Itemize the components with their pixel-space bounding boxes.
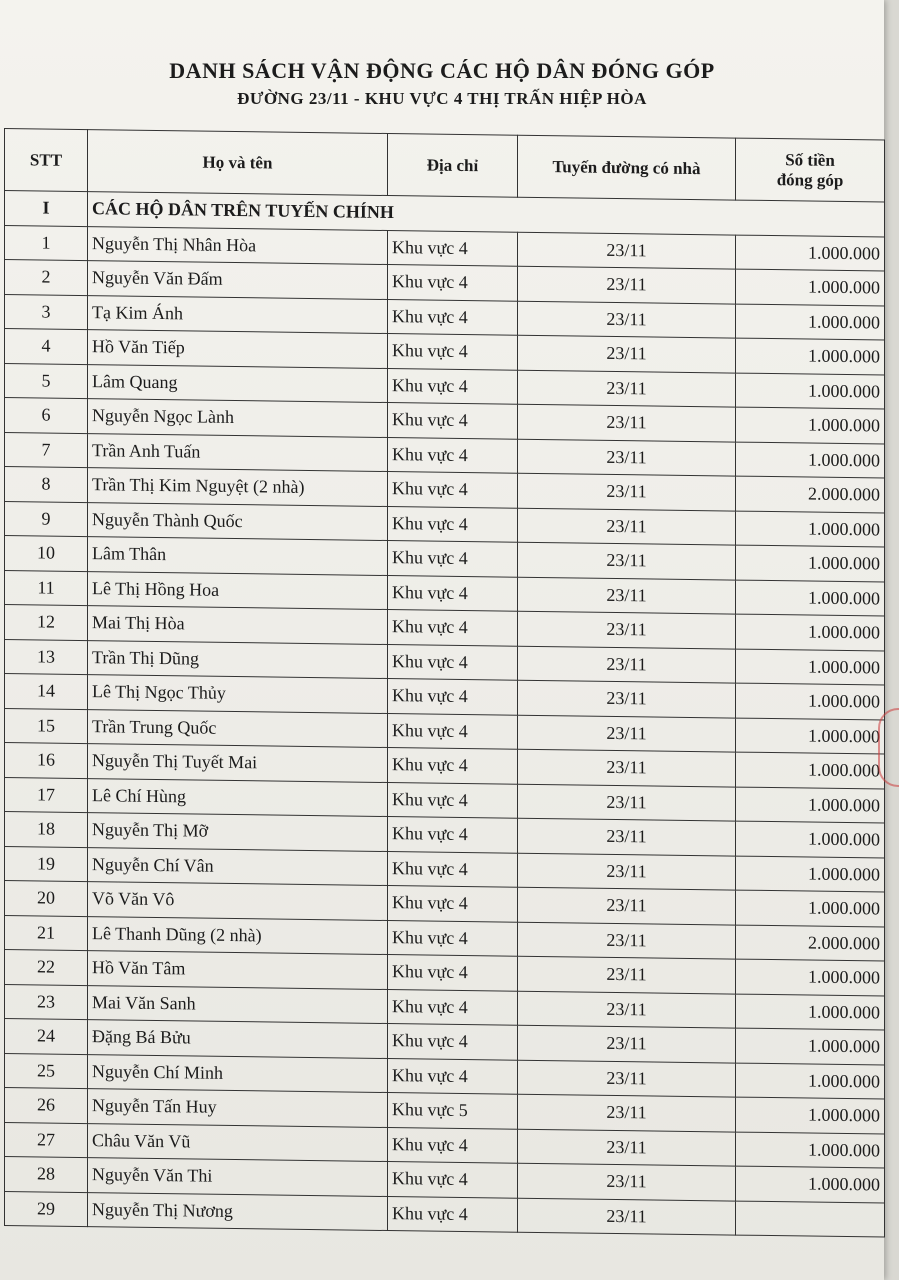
row-name: Lâm Quang	[88, 364, 388, 402]
table-header-row	[5, 129, 885, 203]
row-name: Nguyễn Thị Tuyết Mai	[88, 744, 388, 782]
row-route: 23/11	[518, 266, 736, 303]
row-amount: 1.000.000	[736, 683, 885, 719]
row-amount: 1.000.000	[736, 235, 885, 271]
row-name: Lê Thị Hồng Hoa	[88, 571, 388, 609]
row-route: 23/11	[518, 508, 736, 545]
row-name: Châu Văn Vũ	[88, 1123, 388, 1161]
row-route: 23/11	[518, 715, 736, 752]
row-amount: 1.000.000	[736, 442, 885, 478]
row-address: Khu vực 4	[388, 230, 518, 266]
row-route: 23/11	[518, 784, 736, 821]
row-stt: 22	[5, 950, 88, 986]
row-stt: 16	[5, 743, 88, 779]
row-amount: 1.000.000	[736, 1028, 885, 1064]
row-address: Khu vực 4	[388, 679, 518, 715]
row-stt: 20	[5, 881, 88, 917]
row-amount: 1.000.000	[736, 890, 885, 926]
row-route: 23/11	[518, 991, 736, 1028]
row-stt: 11	[5, 570, 88, 606]
row-address: Khu vực 4	[388, 265, 518, 301]
row-address: Khu vực 4	[388, 1127, 518, 1163]
row-address: Khu vực 4	[388, 920, 518, 956]
section-title: CÁC HỘ DÂN TRÊN TUYẾN CHÍNH	[88, 192, 885, 237]
row-route: 23/11	[518, 749, 736, 786]
row-stt: 7	[5, 432, 88, 468]
row-stt: 13	[5, 639, 88, 675]
row-route: 23/11	[518, 1198, 736, 1235]
row-name: Trần Thị Kim Nguyệt (2 nhà)	[88, 468, 388, 506]
row-name: Nguyễn Chí Minh	[88, 1054, 388, 1092]
row-address: Khu vực 4	[388, 299, 518, 335]
row-name: Nguyễn Ngọc Lành	[88, 399, 388, 437]
row-route: 23/11	[518, 404, 736, 441]
row-amount: 1.000.000	[736, 269, 885, 305]
row-amount: 1.000.000	[736, 304, 885, 340]
row-address: Khu vực 4	[388, 1058, 518, 1094]
header-name: Họ và tên	[88, 130, 388, 196]
row-route: 23/11	[518, 232, 736, 269]
row-name: Nguyễn Thị Mỡ	[88, 813, 388, 851]
row-address: Khu vực 4	[388, 748, 518, 784]
row-stt: 17	[5, 777, 88, 813]
row-name: Nguyễn Thị Nương	[88, 1192, 388, 1230]
contribution-table	[4, 128, 885, 1238]
row-route: 23/11	[518, 577, 736, 614]
row-amount: 1.000.000	[736, 545, 885, 581]
row-amount: 1.000.000	[736, 1063, 885, 1099]
row-name: Nguyễn Thành Quốc	[88, 502, 388, 540]
row-address: Khu vực 4	[388, 644, 518, 680]
row-stt: 10	[5, 536, 88, 572]
row-address: Khu vực 4	[388, 1162, 518, 1198]
row-stt: 19	[5, 846, 88, 882]
row-route: 23/11	[518, 473, 736, 510]
row-stt: 5	[5, 363, 88, 399]
row-amount: 1.000.000	[736, 1166, 885, 1202]
row-name: Tạ Kim Ánh	[88, 295, 388, 333]
row-stt: 8	[5, 467, 88, 503]
row-route: 23/11	[518, 335, 736, 372]
row-stt: 18	[5, 812, 88, 848]
row-amount: 1.000.000	[736, 373, 885, 409]
row-address: Khu vực 4	[388, 506, 518, 542]
row-route: 23/11	[518, 680, 736, 717]
header-amount-line2: đóng góp	[776, 169, 844, 190]
row-stt: 12	[5, 605, 88, 641]
row-amount: 1.000.000	[736, 649, 885, 685]
row-name: Hồ Văn Tâm	[88, 951, 388, 989]
row-amount: 2.000.000	[736, 925, 885, 961]
row-amount: 1.000.000	[736, 614, 885, 650]
row-amount: 1.000.000	[736, 856, 885, 892]
row-route: 23/11	[518, 853, 736, 890]
row-address: Khu vực 4	[388, 610, 518, 646]
row-route: 23/11	[518, 1094, 736, 1131]
row-name: Trần Trung Quốc	[88, 709, 388, 747]
section-number: I	[5, 191, 88, 227]
row-route: 23/11	[518, 1163, 736, 1200]
row-amount: 1.000.000	[736, 752, 885, 788]
row-amount: 1.000.000	[736, 718, 885, 754]
row-amount: 1.000.000	[736, 1132, 885, 1168]
contribution-table-wrapper	[4, 128, 884, 1238]
row-stt: 21	[5, 915, 88, 951]
row-address: Khu vực 4	[388, 817, 518, 853]
red-stamp-mark	[878, 708, 899, 787]
row-stt: 23	[5, 984, 88, 1020]
row-name: Trần Thị Dũng	[88, 640, 388, 678]
row-route: 23/11	[518, 1129, 736, 1166]
row-amount: 1.000.000	[736, 787, 885, 823]
row-route: 23/11	[518, 439, 736, 476]
row-stt: 25	[5, 1053, 88, 1089]
header-amount-line1: Số tiền	[785, 149, 835, 170]
document-title: DANH SÁCH VẬN ĐỘNG CÁC HỘ DÂN ĐÓNG GÓP	[169, 58, 715, 83]
row-address: Khu vực 4	[388, 851, 518, 887]
row-name: Mai Thị Hòa	[88, 606, 388, 644]
header-amount	[736, 138, 885, 202]
row-amount: 2.000.000	[736, 476, 885, 512]
row-stt: 26	[5, 1088, 88, 1124]
header-stt: STT	[5, 129, 88, 192]
row-route: 23/11	[518, 301, 736, 338]
row-amount: 1.000.000	[736, 959, 885, 995]
row-name: Lê Chí Hùng	[88, 778, 388, 816]
document-subtitle: ĐƯỜNG 23/11 - KHU VỰC 4 THỊ TRẤN HIỆP HÒA	[237, 89, 647, 108]
row-route: 23/11	[518, 1060, 736, 1097]
row-route: 23/11	[518, 887, 736, 924]
row-name: Võ Văn Vô	[88, 882, 388, 920]
row-stt: 2	[5, 260, 88, 296]
row-stt: 6	[5, 398, 88, 434]
row-amount: 1.000.000	[736, 1097, 885, 1133]
row-name: Nguyễn Văn Đấm	[88, 261, 388, 299]
row-stt: 4	[5, 329, 88, 365]
row-stt: 9	[5, 501, 88, 537]
row-address: Khu vực 4	[388, 334, 518, 370]
row-address: Khu vực 4	[388, 472, 518, 508]
row-route: 23/11	[518, 1025, 736, 1062]
row-name: Nguyễn Chí Vân	[88, 847, 388, 885]
row-amount: 1.000.000	[736, 511, 885, 547]
row-route: 23/11	[518, 818, 736, 855]
row-address: Khu vực 4	[388, 713, 518, 749]
row-address: Khu vực 4	[388, 437, 518, 473]
row-stt: 3	[5, 294, 88, 330]
row-amount: 1.000.000	[736, 821, 885, 857]
row-stt: 29	[5, 1191, 88, 1227]
row-address: Khu vực 4	[388, 1024, 518, 1060]
row-name: Nguyễn Tấn Huy	[88, 1089, 388, 1127]
row-amount: 1.000.000	[736, 994, 885, 1030]
row-route: 23/11	[518, 611, 736, 648]
row-stt: 1	[5, 225, 88, 261]
row-address: Khu vực 5	[388, 1093, 518, 1129]
row-address: Khu vực 4	[388, 1196, 518, 1232]
row-name: Lê Thị Ngọc Thủy	[88, 675, 388, 713]
row-amount: 1.000.000	[736, 580, 885, 616]
row-route: 23/11	[518, 956, 736, 993]
row-stt: 14	[5, 674, 88, 710]
row-name: Trần Anh Tuấn	[88, 433, 388, 471]
row-name: Lê Thanh Dũng (2 nhà)	[88, 916, 388, 954]
row-address: Khu vực 4	[388, 886, 518, 922]
row-name: Lâm Thân	[88, 537, 388, 575]
row-address: Khu vực 4	[388, 541, 518, 577]
row-stt: 15	[5, 708, 88, 744]
row-address: Khu vực 4	[388, 782, 518, 818]
row-name: Nguyễn Thị Nhân Hòa	[88, 226, 388, 264]
row-stt: 24	[5, 1019, 88, 1055]
row-address: Khu vực 4	[388, 955, 518, 991]
row-route: 23/11	[518, 922, 736, 959]
row-amount: 1.000.000	[736, 338, 885, 374]
row-name: Đặng Bá Bửu	[88, 1020, 388, 1058]
row-name: Mai Văn Sanh	[88, 985, 388, 1023]
row-stt: 28	[5, 1157, 88, 1193]
row-amount	[736, 1201, 885, 1237]
row-stt: 27	[5, 1122, 88, 1158]
row-route: 23/11	[518, 646, 736, 683]
row-address: Khu vực 4	[388, 989, 518, 1025]
row-amount: 1.000.000	[736, 407, 885, 443]
row-route: 23/11	[518, 370, 736, 407]
row-name: Nguyễn Văn Thi	[88, 1158, 388, 1196]
row-name: Hồ Văn Tiếp	[88, 330, 388, 368]
header-address: Địa chỉ	[388, 134, 518, 198]
row-address: Khu vực 4	[388, 368, 518, 404]
row-address: Khu vực 4	[388, 575, 518, 611]
header-route: Tuyến đường có nhà	[518, 135, 736, 200]
row-address: Khu vực 4	[388, 403, 518, 439]
row-route: 23/11	[518, 542, 736, 579]
